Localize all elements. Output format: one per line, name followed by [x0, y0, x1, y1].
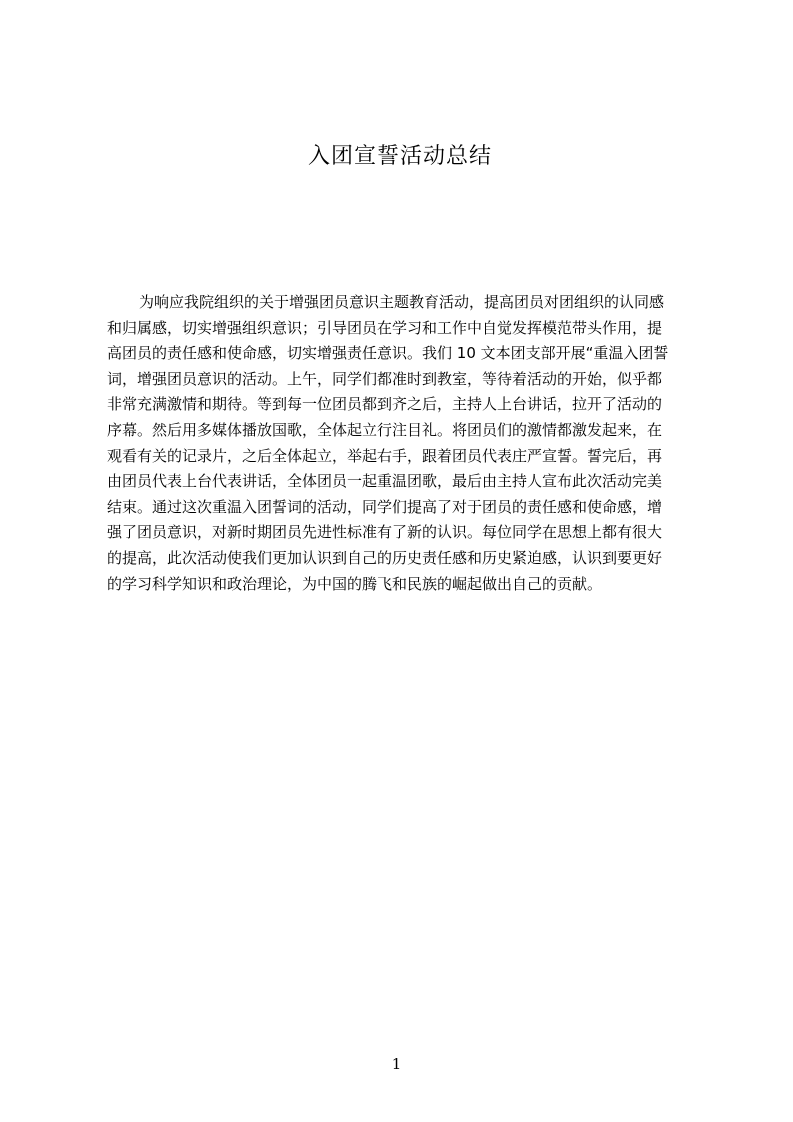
page-number: 1 — [391, 1055, 402, 1073]
paragraph-line: 和归属感，切实增强组织意识；引导团员在学习和工作中自觉发挥模范带头作用，提 — [107, 318, 663, 337]
paragraph-line: 词，增强团员意识的活动。上午，同学们都准时到教室，等待着活动的开始，似乎都 — [107, 369, 663, 388]
paragraph-line: 的学习科学知识和政治理论，为中国的腾飞和民族的崛起做出自己的贡献。 — [107, 574, 603, 593]
paragraph-line: 为响应我院组织的关于增强团员意识主题教育活动，提高团员对团组织的认同感 — [139, 293, 665, 311]
paragraph-line: 结束。通过这次重温入团誓词的活动，同学们提高了对于团员的责任感和使命感，增 — [107, 497, 663, 516]
body-paragraph — [107, 290, 699, 597]
paragraph-line: 强了团员意识，对新时期团员先进性标准有了新的认识。每位同学在思想上都有很大 — [107, 523, 663, 542]
paragraph-line: 序幕。然后用多媒体播放国歌，全体起立行注目礼。将团员们的激情都激发起来，在 — [107, 420, 663, 439]
paragraph-line: 观看有关的记录片，之后全体起立，举起右手，跟着团员代表庄严宣誓。誓完后，再 — [107, 446, 663, 465]
paragraph-line: 的提高，此次活动使我们更加认识到自己的历史责任感和历史紧迫感，认识到要更好 — [107, 548, 663, 567]
paragraph-line: 由团员代表上台代表讲话，全体团员一起重温团歌，最后由主持人宣布此次活动完美 — [107, 472, 663, 491]
paragraph-line: 高团员的责任感和使命感，切实增强责任意识。我们 10 文本团支部开展“重温入团誓 — [107, 344, 669, 363]
paragraph-line: 非常充满激情和期待。等到每一位团员都到齐之后，主持人上台讲话，拉开了活动的 — [107, 395, 663, 414]
document-title: 入团宣誓活动总结 — [307, 144, 492, 169]
